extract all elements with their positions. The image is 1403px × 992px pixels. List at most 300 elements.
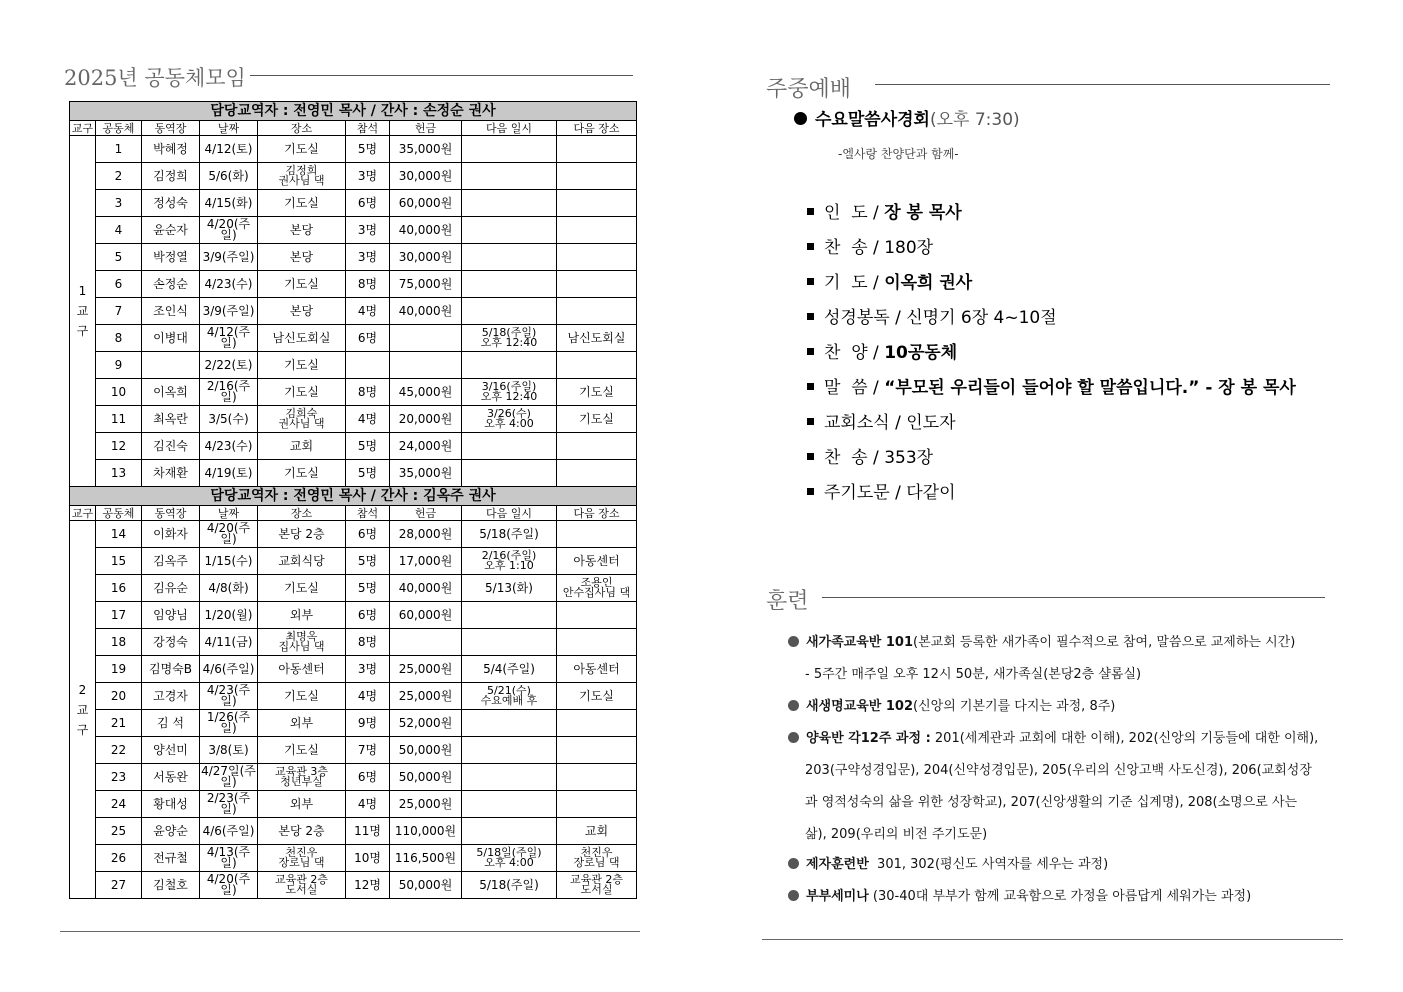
- leader: 이병대: [142, 325, 200, 352]
- offering: 50,000원: [390, 872, 462, 899]
- table-row: [70, 656, 637, 683]
- next-place: [557, 764, 637, 791]
- worship-item-label: 찬 송 /: [824, 448, 885, 468]
- place: 교육관 3층 청년부실: [258, 764, 346, 791]
- column-header: 다음 장소: [557, 121, 637, 136]
- place: 최명옥 집사님 댁: [258, 629, 346, 656]
- worship-item: [807, 303, 1057, 328]
- training-description: 201(세계관과 교회에 대한 이해), 202(신앙의 기둥들에 대한 이해),: [930, 731, 1319, 746]
- worship-item-value: 다같이: [906, 483, 956, 503]
- community-no: 26: [96, 845, 142, 872]
- next-place: [557, 217, 637, 244]
- leader: 김진숙: [142, 433, 200, 460]
- worship-item-label: 찬 양 /: [824, 343, 885, 363]
- community-no: 1: [96, 136, 142, 163]
- next-place: [557, 190, 637, 217]
- next-datetime: [462, 217, 557, 244]
- community-no: 8: [96, 325, 142, 352]
- place: 본당 2층: [258, 521, 346, 548]
- community-no: 10: [96, 379, 142, 406]
- table-row: [70, 521, 637, 548]
- leader: 김유순: [142, 575, 200, 602]
- right-bottom-rule: [762, 939, 1343, 940]
- leader: 김명숙B: [142, 656, 200, 683]
- date: 4/20(주일): [200, 217, 258, 244]
- square-bullet-icon: [807, 418, 814, 425]
- next-datetime: 5/13(화): [462, 575, 557, 602]
- square-bullet-icon: [807, 313, 814, 320]
- worship-item-label: 기 도 /: [824, 273, 885, 293]
- table-row: [70, 791, 637, 818]
- community-no: 7: [96, 298, 142, 325]
- community-no: 3: [96, 190, 142, 217]
- worship-item: [807, 408, 956, 433]
- table-row: [70, 406, 637, 433]
- leader: 서동완: [142, 764, 200, 791]
- next-place: [557, 136, 637, 163]
- training-description: 과 영적성숙의 삶을 위한 성장학교), 207(신앙생활의 기준 십계명), 208(소명으로 사는: [805, 795, 1298, 810]
- black-circle-icon: [794, 112, 807, 125]
- table-row: [70, 217, 637, 244]
- place: 본당: [258, 244, 346, 271]
- training-description: (신앙의 기본기를 다지는 과정, 8주): [913, 699, 1116, 714]
- table-row: [70, 602, 637, 629]
- square-bullet-icon: [807, 243, 814, 250]
- district-label: 2: [78, 682, 87, 697]
- date: 4/15(화): [200, 190, 258, 217]
- offering: 35,000원: [390, 136, 462, 163]
- next-datetime: 3/26(수) 오후 4:00: [462, 406, 557, 433]
- next-datetime: 5/21(수) 수요예배 후: [462, 683, 557, 710]
- offering: 40,000원: [390, 575, 462, 602]
- training-description: - 5주간 매주일 오후 12시 50분, 새가족실(본당2층 샬롬실): [805, 667, 1142, 682]
- table-row: [70, 683, 637, 710]
- offering: 30,000원: [390, 163, 462, 190]
- place: 외부: [258, 602, 346, 629]
- next-place: [557, 433, 637, 460]
- date: 4/27일(주일): [201, 764, 256, 789]
- table-row: [70, 163, 637, 190]
- place: 본당: [258, 217, 346, 244]
- worship-item: [807, 443, 933, 468]
- next-place: 교회: [557, 818, 637, 845]
- training-line: [788, 631, 1295, 650]
- community-no: 17: [96, 602, 142, 629]
- offering: 50,000원: [390, 737, 462, 764]
- training-course-name: 양육반 각12주 과정 :: [806, 731, 931, 746]
- offering: 25,000원: [390, 656, 462, 683]
- district-cell: [70, 521, 96, 899]
- district-label: 구: [76, 722, 89, 737]
- attendance: 4명: [346, 683, 390, 710]
- worship-item-label: 찬 송 /: [824, 238, 885, 258]
- table-row: [70, 818, 637, 845]
- circle-bullet-icon: [788, 732, 799, 743]
- column-header: 참석: [346, 121, 390, 136]
- training-course-name: 제자훈련반: [806, 857, 869, 872]
- attendance: 6명: [346, 325, 390, 352]
- attendance: 3명: [346, 163, 390, 190]
- next-place: 천진우 장로님 댁: [557, 845, 637, 872]
- worship-item-label: 성경봉독 /: [824, 308, 907, 328]
- attendance: 5명: [346, 460, 390, 487]
- square-bullet-icon: [807, 208, 814, 215]
- training-description: (본교회 등록한 새가족이 필수적으로 참여, 말씀으로 교제하는 시간): [913, 635, 1296, 650]
- training-description: (30-40대 부부가 함께 교육함으로 가정을 아름답게 세워가는 과정): [868, 889, 1252, 904]
- date: 4/23(수): [200, 433, 258, 460]
- leader: 김철호: [142, 872, 200, 899]
- worship-item-label: 말 씀 /: [824, 378, 885, 398]
- attendance: 8명: [346, 629, 390, 656]
- leader: 김정희: [142, 163, 200, 190]
- leader: 최옥란: [142, 406, 200, 433]
- offering: 110,000원: [390, 818, 462, 845]
- column-header: 장소: [258, 506, 346, 521]
- next-place: [557, 244, 637, 271]
- next-datetime: 2/16(주일) 오후 1:10: [462, 548, 557, 575]
- date: 5/6(화): [200, 163, 258, 190]
- place: 아동센터: [258, 656, 346, 683]
- worship-item-value: 인도자: [906, 413, 956, 433]
- attendance: 5명: [346, 433, 390, 460]
- worship-item-value: 180장: [884, 238, 934, 258]
- date: 1/20(월): [200, 602, 258, 629]
- next-datetime: [462, 818, 557, 845]
- place: 본당: [258, 298, 346, 325]
- place: 기도실: [258, 737, 346, 764]
- table-row: [70, 136, 637, 163]
- worship-item: [807, 338, 957, 363]
- table-row: [70, 629, 637, 656]
- place: 교회: [258, 433, 346, 460]
- community-no: 21: [96, 710, 142, 737]
- next-place: [557, 352, 637, 379]
- offering: 45,000원: [390, 379, 462, 406]
- leader: [142, 352, 200, 379]
- column-header: 날짜: [200, 121, 258, 136]
- next-place: 교육관 2층 도서실: [557, 872, 637, 899]
- offering: 52,000원: [390, 710, 462, 737]
- next-place: [557, 791, 637, 818]
- next-datetime: [462, 602, 557, 629]
- attendance: 8명: [346, 271, 390, 298]
- next-datetime: [462, 737, 557, 764]
- table-row: [70, 548, 637, 575]
- circle-bullet-icon: [788, 890, 799, 901]
- next-datetime: 3/16(주일) 오후 12:40: [462, 379, 557, 406]
- table-row: [70, 764, 637, 791]
- worship-item: [807, 268, 972, 293]
- offering: 40,000원: [390, 298, 462, 325]
- table-row: [70, 872, 637, 899]
- district-label: 교: [76, 702, 89, 717]
- date: 4/20(주일): [200, 521, 258, 548]
- next-place: [557, 460, 637, 487]
- attendance: 7명: [346, 737, 390, 764]
- next-place: 기도실: [557, 406, 637, 433]
- attendance: 12명: [346, 872, 390, 899]
- place: 기도실: [258, 352, 346, 379]
- column-header: 동역장: [142, 506, 200, 521]
- offering: 20,000원: [390, 406, 462, 433]
- service-heading: [794, 105, 1020, 130]
- square-bullet-icon: [807, 488, 814, 495]
- community-no: 4: [96, 217, 142, 244]
- attendance: 3명: [346, 217, 390, 244]
- offering: 25,000원: [390, 791, 462, 818]
- worship-item-value: 10공동체: [884, 343, 958, 363]
- date: 4/6(주일): [200, 656, 258, 683]
- district-label: 교: [76, 304, 89, 318]
- next-place: 기도실: [557, 683, 637, 710]
- left-bottom-rule: [60, 931, 640, 932]
- place: 기도실: [258, 136, 346, 163]
- worship-item-value: 장 봉 목사: [884, 203, 962, 223]
- place: 기도실: [258, 683, 346, 710]
- training-course-name: 새가족교육반 101: [806, 635, 914, 650]
- attendance: 10명: [346, 845, 390, 872]
- date: 2/22(토): [200, 352, 258, 379]
- table-row: [70, 298, 637, 325]
- column-header: 다음 일시: [462, 121, 557, 136]
- place: 외부: [258, 791, 346, 818]
- attendance: 5명: [346, 136, 390, 163]
- community-no: 22: [96, 737, 142, 764]
- next-place: 기도실: [557, 379, 637, 406]
- leader: 윤순자: [142, 217, 200, 244]
- training-course-name: 새생명교육반 102: [806, 699, 914, 714]
- community-no: 19: [96, 656, 142, 683]
- leader: 황대성: [142, 791, 200, 818]
- attendance: 3명: [346, 656, 390, 683]
- next-place: [557, 737, 637, 764]
- leader: 손정순: [142, 271, 200, 298]
- date: 4/23(수): [200, 271, 258, 298]
- place: 기도실: [258, 271, 346, 298]
- next-datetime: [462, 629, 557, 656]
- attendance: 3명: [346, 244, 390, 271]
- column-header: 헌금: [390, 506, 462, 521]
- offering: 35,000원: [390, 460, 462, 487]
- date: 4/6(주일): [200, 818, 258, 845]
- next-place: [557, 710, 637, 737]
- leader: 이옥희: [142, 379, 200, 406]
- circle-bullet-icon: [788, 700, 799, 711]
- square-bullet-icon: [807, 453, 814, 460]
- worship-section-title: 주중예배: [766, 77, 852, 102]
- offering: 50,000원: [390, 764, 462, 791]
- date: 1/26(주일): [200, 710, 258, 737]
- attendance: 8명: [346, 379, 390, 406]
- column-header: 동역장: [142, 121, 200, 136]
- offering: [390, 352, 462, 379]
- table-row: [70, 575, 637, 602]
- community-no: 9: [96, 352, 142, 379]
- service-time: (오후 7:30): [929, 110, 1020, 130]
- date: 4/13(주일): [200, 845, 258, 872]
- place: 기도실: [258, 575, 346, 602]
- place: 기도실: [258, 379, 346, 406]
- table-row: [70, 845, 637, 872]
- place: 천진우 장로님 댁: [258, 845, 346, 872]
- column-header: 다음 일시: [462, 506, 557, 521]
- community-no: 18: [96, 629, 142, 656]
- community-no: 5: [96, 244, 142, 271]
- attendance: 6명: [346, 764, 390, 791]
- place: 남신도회실: [258, 325, 346, 352]
- community-no: 24: [96, 791, 142, 818]
- offering: 75,000원: [390, 271, 462, 298]
- worship-item-value: “부모된 우리들이 들어야 할 말씀입니다.” - 장 봉 목사: [884, 378, 1296, 398]
- attendance: 6명: [346, 521, 390, 548]
- next-datetime: [462, 190, 557, 217]
- worship-item: [807, 233, 933, 258]
- community-no: 2: [96, 163, 142, 190]
- attendance: 4명: [346, 791, 390, 818]
- next-datetime: [462, 791, 557, 818]
- service-subtitle: -엘사랑 찬양단과 함께-: [838, 147, 959, 161]
- community-no: 13: [96, 460, 142, 487]
- worship-item-label: 주기도문 /: [824, 483, 907, 503]
- date: 4/11(금): [200, 629, 258, 656]
- left-title-rule: [250, 75, 633, 76]
- offering: 25,000원: [390, 683, 462, 710]
- circle-bullet-icon: [788, 636, 799, 647]
- table-row: [70, 460, 637, 487]
- next-place: [557, 602, 637, 629]
- community-no: 23: [96, 764, 142, 791]
- community-no: 20: [96, 683, 142, 710]
- attendance: 5명: [346, 548, 390, 575]
- date: 3/9(주일): [200, 298, 258, 325]
- offering: 28,000원: [390, 521, 462, 548]
- date: 2/23(주일): [200, 791, 258, 818]
- leader: 양선미: [142, 737, 200, 764]
- training-description: 삶), 209(우리의 비전 주기도문): [805, 827, 988, 842]
- training-line: [805, 823, 987, 842]
- next-place: [557, 298, 637, 325]
- section-header: 담당교역자 : 전영민 목사 / 간사 : 손정순 권사: [70, 102, 637, 121]
- place: 김정희 권사님 댁: [258, 163, 346, 190]
- worship-item: [807, 198, 962, 223]
- next-datetime: [462, 298, 557, 325]
- next-datetime: [462, 163, 557, 190]
- next-datetime: 5/18(주일): [462, 872, 557, 899]
- offering: 116,500원: [390, 845, 462, 872]
- attendance: 4명: [346, 406, 390, 433]
- square-bullet-icon: [807, 278, 814, 285]
- service-name: 수요말씀사경회: [815, 110, 930, 130]
- date: 4/19(토): [200, 460, 258, 487]
- place: 기도실: [258, 460, 346, 487]
- place: 외부: [258, 710, 346, 737]
- place: 본당 2층: [258, 818, 346, 845]
- next-datetime: [462, 244, 557, 271]
- next-datetime: 5/18(주일) 오후 12:40: [462, 325, 557, 352]
- training-section-title: 훈련: [766, 589, 809, 614]
- table-row: [70, 190, 637, 217]
- place: 기도실: [258, 190, 346, 217]
- offering: 60,000원: [390, 602, 462, 629]
- circle-bullet-icon: [788, 858, 799, 869]
- date: 2/16(주일): [200, 379, 258, 406]
- date: 3/5(수): [200, 406, 258, 433]
- column-header: 장소: [258, 121, 346, 136]
- worship-item-label: 인 도 /: [824, 203, 885, 223]
- next-place: 조용인 안수집사님 댁: [557, 575, 637, 602]
- date: 4/8(화): [200, 575, 258, 602]
- worship-item-label: 교회소식 /: [824, 413, 907, 433]
- date: 3/9(주일): [200, 244, 258, 271]
- date: 3/8(토): [200, 737, 258, 764]
- table-row: [70, 710, 637, 737]
- leader: 윤양순: [142, 818, 200, 845]
- community-no: 16: [96, 575, 142, 602]
- training-line: [788, 695, 1115, 714]
- community-meeting-table: [69, 101, 637, 899]
- training-line: [788, 853, 1108, 872]
- district-label: 1: [78, 284, 87, 298]
- column-header: 공동체: [96, 506, 142, 521]
- offering: 24,000원: [390, 433, 462, 460]
- leader: 고경자: [142, 683, 200, 710]
- date: 1/15(수): [200, 548, 258, 575]
- next-datetime: 5/18(주일): [462, 521, 557, 548]
- leader: 임양님: [142, 602, 200, 629]
- column-header: 공동체: [96, 121, 142, 136]
- next-place: [557, 629, 637, 656]
- training-line: [788, 727, 1318, 746]
- training-course-name: 부부세미나: [806, 889, 869, 904]
- next-place: 아동센터: [557, 548, 637, 575]
- table-row: [70, 352, 637, 379]
- leader: 김 석: [142, 710, 200, 737]
- attendance: 4명: [346, 298, 390, 325]
- attendance: [346, 352, 390, 379]
- community-no: 27: [96, 872, 142, 899]
- attendance: 5명: [346, 575, 390, 602]
- next-datetime: 5/18일(주일) 오후 4:00: [462, 845, 557, 872]
- community-no: 15: [96, 548, 142, 575]
- next-datetime: [462, 460, 557, 487]
- next-datetime: [462, 271, 557, 298]
- square-bullet-icon: [807, 348, 814, 355]
- training-line: [788, 885, 1251, 904]
- leader: 박정열: [142, 244, 200, 271]
- district-label: 구: [76, 324, 89, 338]
- worship-item-value: 신명기 6장 4~10절: [906, 308, 1057, 328]
- table-row: [70, 271, 637, 298]
- next-datetime: [462, 764, 557, 791]
- training-description: 301, 302(평신도 사역자를 세우는 과정): [868, 857, 1109, 872]
- attendance: 6명: [346, 190, 390, 217]
- worship-item-value: 이옥희 권사: [884, 273, 973, 293]
- column-header: 참석: [346, 506, 390, 521]
- leader: 전규철: [142, 845, 200, 872]
- date: 4/12(토): [200, 136, 258, 163]
- table-row: [70, 325, 637, 352]
- section-header: 담당교역자 : 전영민 목사 / 간사 : 김옥주 권사: [70, 487, 637, 506]
- date: 4/20(주일): [200, 872, 258, 899]
- attendance: 9명: [346, 710, 390, 737]
- next-place: 남신도회실: [557, 325, 637, 352]
- offering: [390, 629, 462, 656]
- leader: 차재환: [142, 460, 200, 487]
- community-no: 25: [96, 818, 142, 845]
- leader: 이화자: [142, 521, 200, 548]
- table-row: [70, 379, 637, 406]
- next-place: 아동센터: [557, 656, 637, 683]
